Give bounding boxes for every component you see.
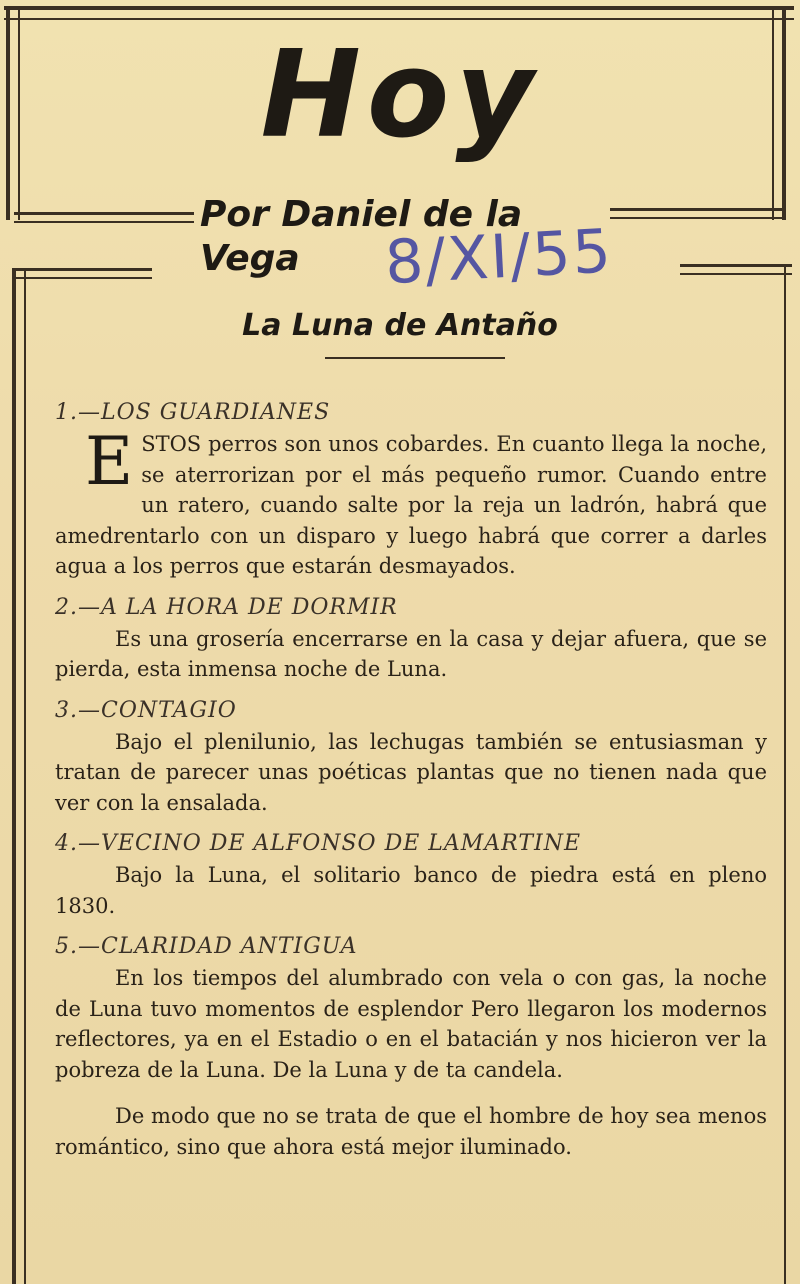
byline-rule-right (610, 208, 782, 219)
section-text: Bajo el plenilunio, las lechugas también se entusiasman y tratan de parecer unas poéticas plantas que no tienen nada que ver con la ensalada. (55, 729, 767, 815)
closing-paragraph: De modo que no se trata de que el hombre de hoy sea menos romántico, sino que ahora está mejor iluminado. (55, 1104, 767, 1159)
drop-cap: E (85, 423, 134, 500)
article-body (55, 397, 767, 1183)
section-heading: 4.—VECINO DE ALFONSO DE LAMARTINE (55, 831, 582, 856)
article-title: La Luna de Antaño (242, 308, 558, 343)
section-3 (55, 695, 767, 819)
title-underline (325, 357, 505, 359)
byline-rule-left (14, 212, 194, 223)
frame-top-border (4, 6, 794, 20)
section-heading: 3.—CONTAGIO (55, 697, 237, 723)
section-4 (55, 828, 767, 921)
section-text-body: STOS perros son unos cobardes. En cuanto llega la noche, se aterrorizan por el más pequeño rumor. Cuando entre un ratero, cuando salte por la reja un ladrón, habrá que amedrentarlo con un disparo y luego habrá que correr a darles agua a los perros que estarán desmayados. (55, 432, 767, 578)
section-text: En los tiempos del alumbrado con vela o con gas, la noche de Luna tuvo momentos de esplendor Pero llegaron los modernos reflectores, ya en el Estadio o en el batacián y nos hicieron ver la pobreza de la Luna. De la Luna y de ta candela. (55, 966, 767, 1082)
section-text: Bajo la Luna, el solitario banco de piedra está en pleno 1830. (55, 863, 767, 918)
section-heading: 5.—CLARIDAD ANTIGUA (55, 934, 358, 959)
handwritten-date: 8/XI/55 (383, 216, 615, 299)
article-box-left (12, 270, 26, 1284)
section-text (55, 423, 767, 582)
byline: Por Daniel de la Vega (200, 194, 523, 279)
article-box-top-right (680, 264, 792, 275)
section-2 (55, 592, 767, 685)
column-masthead: Hoy (260, 26, 540, 165)
section-text: Es una grosería encerrarse en la casa y dejar afuera, que se pierda, esta inmensa noche de Luna. (55, 626, 767, 681)
section-heading: 1.—LOS GUARDIANES (55, 400, 331, 425)
section-1 (55, 397, 767, 582)
section-heading: 2.—A LA HORA DE DORMIR (55, 594, 398, 620)
section-5 (55, 931, 767, 1085)
article-box-top-left (12, 268, 152, 279)
article-box-right (784, 266, 792, 1284)
